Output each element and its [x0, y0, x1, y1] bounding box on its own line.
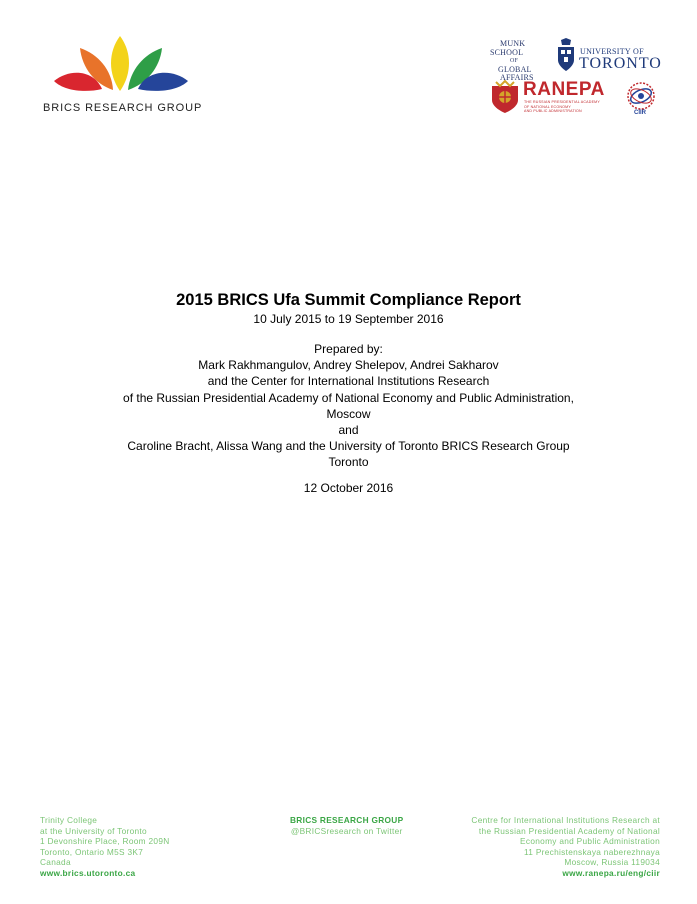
prepared-by-line: Mark Rakhmangulov, Andrey Shelepov, Andrei Sakharov: [198, 358, 499, 373]
footer-right-address: [471, 815, 660, 879]
title-block: [0, 290, 697, 495]
munk-line-2: SCHOOL: [490, 47, 524, 57]
footer-center: [290, 815, 403, 836]
prepared-by-line: of the Russian Presidential Academy of National Economy and Public Administration,: [123, 390, 574, 405]
brics-research-group-logo: [43, 34, 203, 119]
footer-right-line: Moscow, Russia 119034: [564, 857, 660, 868]
footer-left-address: [40, 815, 170, 879]
footer-left-line: Toronto, Ontario M5S 3K7: [40, 846, 144, 857]
ranepa-sub-line-1: THE RUSSIAN PRESIDENTIAL ACADEMY: [524, 100, 600, 104]
munk-line-5: AFFAIRS: [500, 73, 534, 82]
uoft-crest-icon: [556, 38, 576, 72]
report-date-range: 10 July 2015 to 19 September 2016: [253, 312, 444, 326]
ciir-logo-text: CIIR: [634, 110, 646, 116]
munk-line-3: OF: [510, 58, 519, 64]
prepared-by-line: Moscow: [326, 406, 371, 421]
footer-left-line: Canada: [40, 857, 71, 868]
brics-logo-text: BRICS RESEARCH GROUP: [43, 102, 203, 114]
footer-right-line: Economy and Public Administration: [520, 836, 660, 847]
prepared-by-block: [0, 341, 697, 471]
munk-line-4: GLOBAL: [498, 64, 532, 74]
prepared-by-line: and: [338, 423, 359, 438]
ranepa-sub-line-3: AND PUBLIC ADMINISTRATION: [524, 109, 582, 113]
munk-school-logo: [488, 39, 548, 82]
ranepa-crest-icon: [490, 80, 520, 114]
footer-left-line: at the University of Toronto: [40, 825, 147, 836]
footer-center-org: BRICS RESEARCH GROUP: [290, 815, 404, 825]
report-date: 12 October 2016: [303, 480, 394, 495]
footer-right-link[interactable]: www.ranepa.ru/eng/ciir: [562, 867, 660, 878]
footer-twitter-link[interactable]: @BRICSresearch on Twitter: [290, 825, 403, 836]
ciir-globe-icon: [620, 80, 662, 116]
ranepa-logo-name: RANEPA: [523, 79, 605, 100]
footer-right-line: the Russian Presidential Academy of National: [478, 825, 660, 836]
prepared-by-label: Prepared by:: [314, 342, 383, 356]
footer-left-line: 1 Devonshire Place, Room 209N: [40, 836, 170, 847]
munk-line-1: MUNK: [500, 39, 526, 48]
report-title: 2015 BRICS Ufa Summit Compliance Report: [176, 291, 521, 309]
brics-leaves-logo-icon: [50, 34, 190, 96]
uoft-logo-bottom: TORONTO: [579, 55, 662, 72]
footer-right-line: 11 Prechistenskaya naberezhnaya: [524, 846, 660, 857]
footer-right-line: Centre for International Institutions Research at: [471, 815, 660, 825]
uoft-logo-top: UNIVERSITY OF: [580, 47, 644, 56]
footer-left-link[interactable]: www.brics.utoronto.ca: [40, 867, 136, 878]
prepared-by-line: Toronto: [328, 455, 369, 470]
ranepa-logo-subtitle: [524, 100, 608, 114]
ranepa-sub-line-2: OF NATIONAL ECONOMY: [524, 104, 571, 109]
prepared-by-line: and the Center for International Institutions Research: [207, 374, 490, 389]
prepared-by-line: Caroline Bracht, Alissa Wang and the University of Toronto BRICS Research Group: [127, 439, 570, 454]
footer-left-line: Trinity College: [40, 815, 98, 825]
